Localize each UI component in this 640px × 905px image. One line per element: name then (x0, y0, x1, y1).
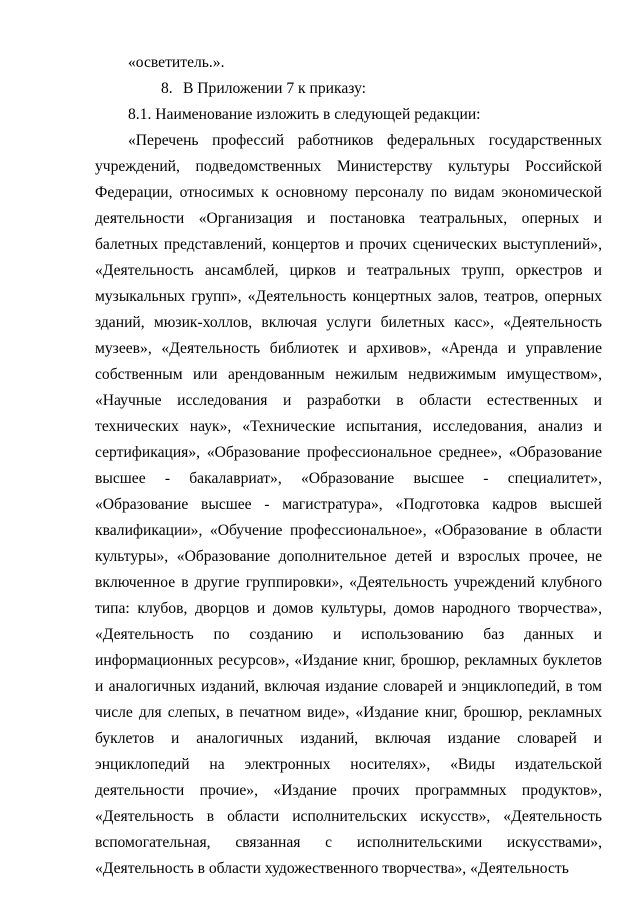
item-text: В Приложении 7 к приказу: (183, 80, 366, 97)
body-paragraph: «Перечень профессий работников федеральных государственных учреждений, подведомственных Министерству культуры Российской Федерации, относимых к основному персоналу по видам экономической деятельности «Организация и постановка театральных, оперных и балетных представлений, концертов и прочих сценических выступлений», «Деятельность ансамблей, цирков и театральных трупп, оркестров и музыкальных групп», «Деятельность концертных залов, театров, оперных зданий, мюзик-холлов, включая услуги билетных касс», «Деятельность музеев», «Деятельность библиотек и архивов», «Аренда и управление собственным или арендованным нежилым недвижимым имуществом», «Научные исследования и разработки в области естественных и технических наук», «Технические испытания, исследования, анализ и сертификация», «Образование профессиональное среднее», «Образование высшее - бакалавриат», «Образование высшее - специалитет», «Образование высшее - магистратура», «Подготовка кадров высшей квалификации», «Обучение профессиональное», «Образование в области культуры», «Образование дополнительное детей и взрослых прочее, не включенное в другие группировки», «Деятельность учреждений клубного типа: клубов, дворцов и домов культуры, домов народного творчества», «Деятельность по созданию и использованию баз данных и информационных ресурсов», «Издание книг, брошюр, рекламных буклетов и аналогичных изданий, включая издание словарей и энциклопедий, в том числе для слепых, в печатном виде», «Издание книг, брошюр, рекламных буклетов и аналогичных изданий, включая издание словарей и энциклопедий на электронных носителях», «Виды издательской деятельности прочие», «Издание прочих программных продуктов», «Деятельность в области исполнительских искусств», «Деятельность вспомогательная, связанная с исполнительскими искусствами», «Деятельность в области художественного творчества», «Деятельность (95, 132, 602, 877)
continuation-line: «осветитель.». (128, 54, 225, 71)
item-number: 8. (161, 80, 173, 97)
subitem-8-1: 8.1. Наименование изложить в следующей редакции: (128, 106, 481, 123)
item-8 (95, 76, 602, 102)
document-text (95, 50, 602, 882)
